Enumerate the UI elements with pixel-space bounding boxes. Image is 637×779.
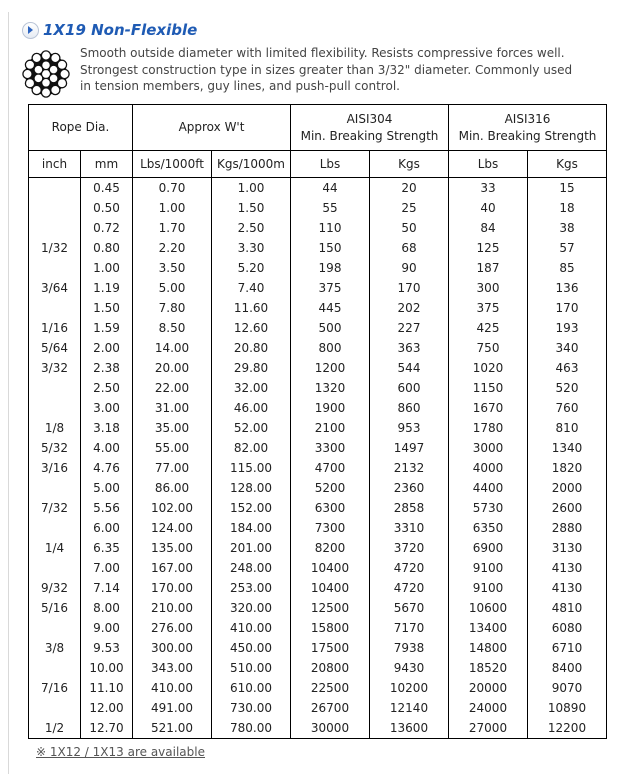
table-row xyxy=(29,558,607,578)
cell-aisi316-lbs: 14800 xyxy=(449,638,528,658)
cell-aisi304-kgs: 9430 xyxy=(370,658,449,678)
cell-aisi304-lbs: 10400 xyxy=(291,558,370,578)
cell-aisi316-lbs: 18520 xyxy=(449,658,528,678)
cell-inch xyxy=(29,218,81,238)
cell-aisi316-lbs: 4400 xyxy=(449,478,528,498)
cell-lbs-per-1000ft: 20.00 xyxy=(133,358,212,378)
cell-aisi316-kgs: 520 xyxy=(528,378,607,398)
left-divider xyxy=(8,12,9,774)
subheader-aisi304-lbs: Lbs xyxy=(291,151,370,178)
cell-mm: 7.14 xyxy=(81,578,133,598)
cell-aisi304-kgs: 953 xyxy=(370,418,449,438)
cell-aisi316-kgs: 4130 xyxy=(528,558,607,578)
cell-aisi316-kgs: 4810 xyxy=(528,598,607,618)
cell-aisi304-kgs: 50 xyxy=(370,218,449,238)
header-aisi304-grade: AISI304 xyxy=(346,111,393,126)
cell-kgs-per-1000m: 128.00 xyxy=(212,478,291,498)
cell-lbs-per-1000ft: 135.00 xyxy=(133,538,212,558)
cell-aisi304-kgs: 4720 xyxy=(370,578,449,598)
cell-lbs-per-1000ft: 491.00 xyxy=(133,698,212,718)
cell-inch: 5/32 xyxy=(29,438,81,458)
cell-inch: 3/32 xyxy=(29,358,81,378)
cell-mm: 4.76 xyxy=(81,458,133,478)
table-row xyxy=(29,198,607,218)
cell-aisi316-kgs: 1340 xyxy=(528,438,607,458)
cell-aisi316-lbs: 125 xyxy=(449,238,528,258)
table-row xyxy=(29,278,607,298)
table-row xyxy=(29,578,607,598)
cell-aisi304-lbs: 20800 xyxy=(291,658,370,678)
cell-inch xyxy=(29,178,81,199)
header-rope-dia: Rope Dia. xyxy=(29,105,133,151)
cell-mm: 11.10 xyxy=(81,678,133,698)
cell-aisi304-kgs: 2132 xyxy=(370,458,449,478)
cell-kgs-per-1000m: 320.00 xyxy=(212,598,291,618)
cell-mm: 3.00 xyxy=(81,398,133,418)
cell-aisi304-kgs: 600 xyxy=(370,378,449,398)
table-row xyxy=(29,438,607,458)
cell-aisi316-kgs: 2880 xyxy=(528,518,607,538)
cell-aisi304-kgs: 544 xyxy=(370,358,449,378)
cell-mm: 0.50 xyxy=(81,198,133,218)
cell-mm: 2.00 xyxy=(81,338,133,358)
cell-lbs-per-1000ft: 124.00 xyxy=(133,518,212,538)
cell-aisi304-kgs: 12140 xyxy=(370,698,449,718)
cell-lbs-per-1000ft: 35.00 xyxy=(133,418,212,438)
table-row xyxy=(29,238,607,258)
cell-lbs-per-1000ft: 3.50 xyxy=(133,258,212,278)
cell-aisi304-lbs: 12500 xyxy=(291,598,370,618)
cell-mm: 7.00 xyxy=(81,558,133,578)
cell-inch: 1/4 xyxy=(29,538,81,558)
cell-mm: 1.59 xyxy=(81,318,133,338)
cell-aisi304-lbs: 10400 xyxy=(291,578,370,598)
cell-lbs-per-1000ft: 8.50 xyxy=(133,318,212,338)
cell-lbs-per-1000ft: 102.00 xyxy=(133,498,212,518)
cell-mm: 5.00 xyxy=(81,478,133,498)
cell-inch: 9/32 xyxy=(29,578,81,598)
cell-kgs-per-1000m: 82.00 xyxy=(212,438,291,458)
cell-inch xyxy=(29,198,81,218)
cell-aisi304-kgs: 13600 xyxy=(370,718,449,739)
cell-aisi304-lbs: 500 xyxy=(291,318,370,338)
cell-lbs-per-1000ft: 343.00 xyxy=(133,658,212,678)
description-line: in tension members, guy lines, and push-pull control. xyxy=(80,79,400,93)
cell-lbs-per-1000ft: 0.70 xyxy=(133,178,212,199)
cell-aisi316-lbs: 10600 xyxy=(449,598,528,618)
cell-inch: 1/2 xyxy=(29,718,81,739)
cell-kgs-per-1000m: 410.00 xyxy=(212,618,291,638)
cell-mm: 9.00 xyxy=(81,618,133,638)
availability-note[interactable]: ※ 1X12 / 1X13 are available xyxy=(36,745,205,759)
cell-aisi316-lbs: 20000 xyxy=(449,678,528,698)
cell-aisi304-lbs: 30000 xyxy=(291,718,370,739)
cell-aisi304-kgs: 68 xyxy=(370,238,449,258)
cell-aisi304-lbs: 800 xyxy=(291,338,370,358)
cell-aisi316-lbs: 6350 xyxy=(449,518,528,538)
cell-aisi316-lbs: 9100 xyxy=(449,558,528,578)
cell-kgs-per-1000m: 248.00 xyxy=(212,558,291,578)
cell-kgs-per-1000m: 29.80 xyxy=(212,358,291,378)
table-body xyxy=(29,178,607,739)
cell-aisi316-lbs: 750 xyxy=(449,338,528,358)
cell-lbs-per-1000ft: 167.00 xyxy=(133,558,212,578)
cell-lbs-per-1000ft: 31.00 xyxy=(133,398,212,418)
cell-kgs-per-1000m: 46.00 xyxy=(212,398,291,418)
cell-mm: 5.56 xyxy=(81,498,133,518)
section-title: 1X19 Non-Flexible xyxy=(43,21,198,39)
cell-aisi304-lbs: 150 xyxy=(291,238,370,258)
subheader-inch: inch xyxy=(29,151,81,178)
cell-aisi316-kgs: 340 xyxy=(528,338,607,358)
cell-aisi304-lbs: 44 xyxy=(291,178,370,199)
header-aisi316-strength: Min. Breaking Strength xyxy=(458,128,597,143)
cell-aisi316-kgs: 136 xyxy=(528,278,607,298)
cell-aisi316-lbs: 187 xyxy=(449,258,528,278)
cell-kgs-per-1000m: 52.00 xyxy=(212,418,291,438)
cell-aisi304-lbs: 6300 xyxy=(291,498,370,518)
cell-lbs-per-1000ft: 22.00 xyxy=(133,378,212,398)
table-row xyxy=(29,518,607,538)
table-row xyxy=(29,298,607,318)
cell-aisi316-lbs: 84 xyxy=(449,218,528,238)
table-row xyxy=(29,178,607,199)
cell-aisi304-lbs: 1900 xyxy=(291,398,370,418)
cell-aisi304-lbs: 22500 xyxy=(291,678,370,698)
table-row xyxy=(29,478,607,498)
cell-inch: 3/8 xyxy=(29,638,81,658)
cell-aisi304-kgs: 363 xyxy=(370,338,449,358)
cell-aisi316-lbs: 9100 xyxy=(449,578,528,598)
table-row xyxy=(29,318,607,338)
cell-aisi304-lbs: 8200 xyxy=(291,538,370,558)
cell-lbs-per-1000ft: 300.00 xyxy=(133,638,212,658)
cell-mm: 10.00 xyxy=(81,658,133,678)
cell-aisi316-kgs: 9070 xyxy=(528,678,607,698)
section-header xyxy=(22,19,197,41)
table-row xyxy=(29,618,607,638)
cell-aisi304-lbs: 110 xyxy=(291,218,370,238)
cell-aisi304-lbs: 198 xyxy=(291,258,370,278)
cell-kgs-per-1000m: 152.00 xyxy=(212,498,291,518)
cell-lbs-per-1000ft: 77.00 xyxy=(133,458,212,478)
cell-mm: 1.19 xyxy=(81,278,133,298)
cell-inch xyxy=(29,478,81,498)
cell-kgs-per-1000m: 780.00 xyxy=(212,718,291,739)
table-row xyxy=(29,598,607,618)
cell-kgs-per-1000m: 510.00 xyxy=(212,658,291,678)
cell-aisi304-kgs: 1497 xyxy=(370,438,449,458)
cell-inch: 3/64 xyxy=(29,278,81,298)
cell-aisi316-lbs: 5730 xyxy=(449,498,528,518)
cell-kgs-per-1000m: 12.60 xyxy=(212,318,291,338)
cell-kgs-per-1000m: 450.00 xyxy=(212,638,291,658)
cell-aisi316-lbs: 4000 xyxy=(449,458,528,478)
cell-aisi304-lbs: 1200 xyxy=(291,358,370,378)
cell-inch xyxy=(29,698,81,718)
cell-lbs-per-1000ft: 55.00 xyxy=(133,438,212,458)
cell-aisi304-kgs: 5670 xyxy=(370,598,449,618)
cell-aisi304-kgs: 90 xyxy=(370,258,449,278)
cell-kgs-per-1000m: 32.00 xyxy=(212,378,291,398)
cell-inch: 3/16 xyxy=(29,458,81,478)
table-row xyxy=(29,498,607,518)
cell-lbs-per-1000ft: 276.00 xyxy=(133,618,212,638)
table-row xyxy=(29,398,607,418)
cell-aisi316-kgs: 85 xyxy=(528,258,607,278)
cell-kgs-per-1000m: 7.40 xyxy=(212,278,291,298)
cell-inch: 5/64 xyxy=(29,338,81,358)
cell-aisi304-kgs: 170 xyxy=(370,278,449,298)
header-aisi316 xyxy=(449,105,607,151)
header-aisi316-grade: AISI316 xyxy=(504,111,551,126)
cell-kgs-per-1000m: 2.50 xyxy=(212,218,291,238)
cell-aisi304-kgs: 4720 xyxy=(370,558,449,578)
cell-aisi316-lbs: 300 xyxy=(449,278,528,298)
strand-cross-section-icon xyxy=(21,49,71,99)
cell-aisi316-kgs: 193 xyxy=(528,318,607,338)
cell-aisi316-kgs: 12200 xyxy=(528,718,607,739)
cell-kgs-per-1000m: 115.00 xyxy=(212,458,291,478)
header-aisi304-strength: Min. Breaking Strength xyxy=(300,128,439,143)
cell-aisi304-kgs: 2858 xyxy=(370,498,449,518)
table-row xyxy=(29,538,607,558)
cell-inch xyxy=(29,558,81,578)
cell-inch: 7/32 xyxy=(29,498,81,518)
cell-mm: 0.45 xyxy=(81,178,133,199)
cell-aisi316-kgs: 18 xyxy=(528,198,607,218)
cell-mm: 6.35 xyxy=(81,538,133,558)
cell-aisi304-lbs: 4700 xyxy=(291,458,370,478)
cell-aisi304-lbs: 5200 xyxy=(291,478,370,498)
subheader-kgs-per-1000m: Kgs/1000m xyxy=(212,151,291,178)
cell-aisi304-kgs: 2360 xyxy=(370,478,449,498)
cell-aisi316-lbs: 13400 xyxy=(449,618,528,638)
table-row xyxy=(29,378,607,398)
cell-aisi316-kgs: 57 xyxy=(528,238,607,258)
cell-inch xyxy=(29,258,81,278)
cell-aisi304-lbs: 1320 xyxy=(291,378,370,398)
cell-aisi316-lbs: 1150 xyxy=(449,378,528,398)
cell-aisi304-lbs: 15800 xyxy=(291,618,370,638)
cell-mm: 2.38 xyxy=(81,358,133,378)
cell-mm: 12.70 xyxy=(81,718,133,739)
wire-rope-spec-table xyxy=(28,104,607,739)
description-line: Smooth outside diameter with limited flexibility. Resists compressive forces well. xyxy=(80,46,565,60)
cell-aisi304-kgs: 7938 xyxy=(370,638,449,658)
cell-mm: 6.00 xyxy=(81,518,133,538)
cell-aisi316-kgs: 8400 xyxy=(528,658,607,678)
cell-aisi316-kgs: 15 xyxy=(528,178,607,199)
cell-aisi316-lbs: 24000 xyxy=(449,698,528,718)
cell-aisi316-kgs: 760 xyxy=(528,398,607,418)
cell-inch xyxy=(29,298,81,318)
cell-lbs-per-1000ft: 1.70 xyxy=(133,218,212,238)
cell-aisi316-lbs: 1670 xyxy=(449,398,528,418)
cell-lbs-per-1000ft: 410.00 xyxy=(133,678,212,698)
cell-lbs-per-1000ft: 5.00 xyxy=(133,278,212,298)
cell-mm: 8.00 xyxy=(81,598,133,618)
table-row xyxy=(29,358,607,378)
cell-aisi304-lbs: 55 xyxy=(291,198,370,218)
cell-lbs-per-1000ft: 14.00 xyxy=(133,338,212,358)
cell-lbs-per-1000ft: 210.00 xyxy=(133,598,212,618)
table-row xyxy=(29,718,607,739)
cell-kgs-per-1000m: 730.00 xyxy=(212,698,291,718)
cell-inch: 1/8 xyxy=(29,418,81,438)
cell-lbs-per-1000ft: 1.00 xyxy=(133,198,212,218)
subheader-lbs-per-1000ft: Lbs/1000ft xyxy=(133,151,212,178)
subheader-aisi316-lbs: Lbs xyxy=(449,151,528,178)
cell-kgs-per-1000m: 253.00 xyxy=(212,578,291,598)
cell-mm: 0.72 xyxy=(81,218,133,238)
cell-aisi316-lbs: 375 xyxy=(449,298,528,318)
cell-inch xyxy=(29,618,81,638)
cell-aisi316-kgs: 4130 xyxy=(528,578,607,598)
subheader-aisi304-kgs: Kgs xyxy=(370,151,449,178)
description-line: Strongest construction type in sizes greater than 3/32" diameter. Commonly used xyxy=(80,62,573,77)
cell-inch: 1/32 xyxy=(29,238,81,258)
cell-kgs-per-1000m: 11.60 xyxy=(212,298,291,318)
cell-aisi304-kgs: 3720 xyxy=(370,538,449,558)
cell-inch xyxy=(29,378,81,398)
table-row xyxy=(29,658,607,678)
cell-inch xyxy=(29,658,81,678)
cell-aisi316-kgs: 463 xyxy=(528,358,607,378)
cell-aisi304-kgs: 202 xyxy=(370,298,449,318)
cell-aisi304-lbs: 7300 xyxy=(291,518,370,538)
cell-aisi304-kgs: 7170 xyxy=(370,618,449,638)
cell-aisi316-lbs: 425 xyxy=(449,318,528,338)
table-row xyxy=(29,458,607,478)
cell-inch: 5/16 xyxy=(29,598,81,618)
cell-mm: 1.50 xyxy=(81,298,133,318)
cell-lbs-per-1000ft: 2.20 xyxy=(133,238,212,258)
cell-mm: 12.00 xyxy=(81,698,133,718)
cell-aisi316-kgs: 810 xyxy=(528,418,607,438)
cell-mm: 3.18 xyxy=(81,418,133,438)
cell-inch xyxy=(29,398,81,418)
cell-aisi316-kgs: 10890 xyxy=(528,698,607,718)
table-row xyxy=(29,258,607,278)
cell-aisi304-lbs: 26700 xyxy=(291,698,370,718)
subheader-aisi316-kgs: Kgs xyxy=(528,151,607,178)
cell-aisi316-lbs: 33 xyxy=(449,178,528,199)
cell-kgs-per-1000m: 20.80 xyxy=(212,338,291,358)
cell-aisi316-kgs: 170 xyxy=(528,298,607,318)
cell-aisi304-lbs: 3300 xyxy=(291,438,370,458)
header-approx-weight: Approx W't xyxy=(133,105,291,151)
cell-mm: 4.00 xyxy=(81,438,133,458)
table-row xyxy=(29,638,607,658)
table-row xyxy=(29,418,607,438)
cell-aisi304-lbs: 445 xyxy=(291,298,370,318)
cell-aisi316-lbs: 6900 xyxy=(449,538,528,558)
table-row xyxy=(29,678,607,698)
table-row xyxy=(29,218,607,238)
cell-aisi304-kgs: 3310 xyxy=(370,518,449,538)
subheader-mm: mm xyxy=(81,151,133,178)
section-description xyxy=(80,45,620,95)
cell-kgs-per-1000m: 1.00 xyxy=(212,178,291,199)
cell-aisi304-lbs: 17500 xyxy=(291,638,370,658)
cell-aisi316-kgs: 38 xyxy=(528,218,607,238)
cell-aisi316-lbs: 1780 xyxy=(449,418,528,438)
cell-inch xyxy=(29,518,81,538)
play-bullet-icon xyxy=(22,22,39,39)
cell-aisi316-kgs: 6710 xyxy=(528,638,607,658)
cell-aisi304-lbs: 375 xyxy=(291,278,370,298)
cell-aisi304-kgs: 25 xyxy=(370,198,449,218)
cell-aisi316-lbs: 40 xyxy=(449,198,528,218)
cell-lbs-per-1000ft: 170.00 xyxy=(133,578,212,598)
cell-aisi316-lbs: 27000 xyxy=(449,718,528,739)
table-row xyxy=(29,698,607,718)
cell-lbs-per-1000ft: 7.80 xyxy=(133,298,212,318)
cell-mm: 1.00 xyxy=(81,258,133,278)
cell-lbs-per-1000ft: 86.00 xyxy=(133,478,212,498)
table-row xyxy=(29,338,607,358)
cell-aisi304-kgs: 860 xyxy=(370,398,449,418)
cell-kgs-per-1000m: 5.20 xyxy=(212,258,291,278)
cell-aisi316-kgs: 3130 xyxy=(528,538,607,558)
cell-kgs-per-1000m: 1.50 xyxy=(212,198,291,218)
cell-aisi304-kgs: 20 xyxy=(370,178,449,199)
cell-mm: 2.50 xyxy=(81,378,133,398)
cell-inch: 7/16 xyxy=(29,678,81,698)
cell-aisi316-kgs: 1820 xyxy=(528,458,607,478)
cell-mm: 0.80 xyxy=(81,238,133,258)
cell-aisi316-kgs: 2000 xyxy=(528,478,607,498)
cell-kgs-per-1000m: 3.30 xyxy=(212,238,291,258)
cell-mm: 9.53 xyxy=(81,638,133,658)
header-aisi304 xyxy=(291,105,449,151)
cell-lbs-per-1000ft: 521.00 xyxy=(133,718,212,739)
cell-aisi304-kgs: 227 xyxy=(370,318,449,338)
cell-aisi304-lbs: 2100 xyxy=(291,418,370,438)
cell-aisi316-kgs: 2600 xyxy=(528,498,607,518)
cell-aisi316-kgs: 6080 xyxy=(528,618,607,638)
cell-aisi304-kgs: 10200 xyxy=(370,678,449,698)
cell-kgs-per-1000m: 610.00 xyxy=(212,678,291,698)
cell-aisi316-lbs: 3000 xyxy=(449,438,528,458)
cell-aisi316-lbs: 1020 xyxy=(449,358,528,378)
cell-kgs-per-1000m: 201.00 xyxy=(212,538,291,558)
cell-kgs-per-1000m: 184.00 xyxy=(212,518,291,538)
cell-inch: 1/16 xyxy=(29,318,81,338)
